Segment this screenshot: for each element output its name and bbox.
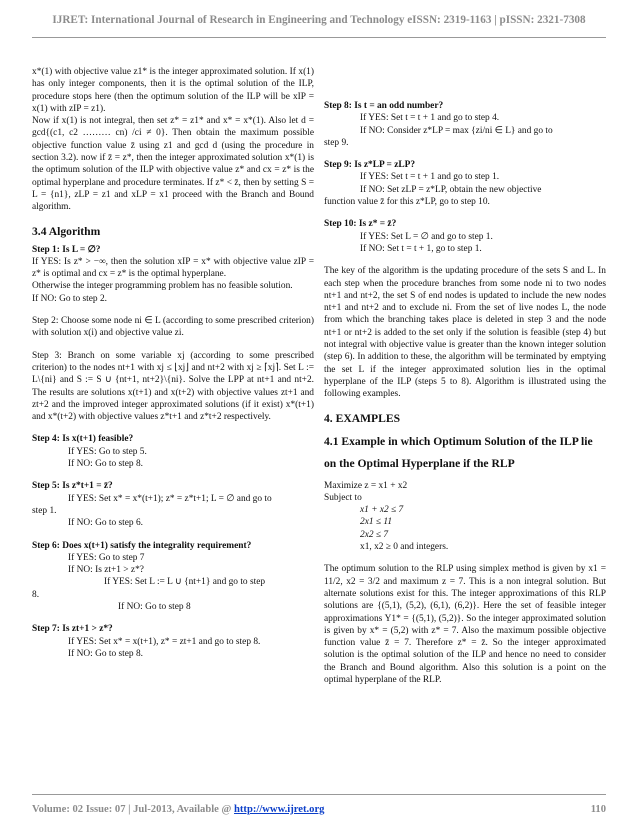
step6-yes: If YES: Go to step 7 — [68, 552, 145, 563]
step1-head: Step 1: Is L = ∅? — [32, 244, 101, 255]
journal-header: IJRET: International Journal of Research in Engineering and Technology eISSN: 2319-1163 | pISSN: 2321-7308 — [52, 14, 586, 26]
step4-yes: If YES: Go to step 5. — [68, 446, 147, 457]
intro-paragraph-1: x*(1) with objective value z1* is the integer approximated solution. If x(1) has only integer components, then it is the optimal solution of the ILP, procedure stops here (then the optimum solution of the ILP will be xIP = x(1) with zIP = z1). — [32, 67, 314, 114]
step5-no: If NO: Go to step 6. — [68, 518, 143, 529]
step4-head: Step 4: Is x(t+1) feasible? — [32, 434, 134, 445]
step7-no: If NO: Go to step 8. — [68, 648, 143, 659]
header-rule — [32, 37, 606, 38]
constraint-3: 2x2 ≤ 7 — [360, 529, 389, 540]
step8-head: Step 8: Is t = an odd number? — [324, 101, 444, 111]
step6-no-yes-cont: 8. — [32, 589, 40, 600]
footer-rule — [32, 794, 606, 795]
step1-otherwise: Otherwise the integer programming problem has no feasible solution. — [32, 281, 293, 292]
step7-head: Step 7: Is zt+1 > z*? — [32, 624, 113, 635]
example-solution-paragraph: The optimum solution to the RLP using simplex method is given by x1 = 11/2, x2 = 3/2 and maximum z = 7. This is a non integral solution. But alternate solutions exist for this. The integer approximations of this RLP solutions are {(5,1), (5,2), (6,1), (6,2)}. Here the set of feasible integer approximations Y1* = {(5,1), (5,2)}. So the integer approximated solution is given by x* = (5,2) with z* = 7. Also the maximum possible objective function value z̄ = 7. Therefore z* = z̄. So the integer approximated solution is the optimal solution of the ILP and hence no need to consider the Branch and Bound algorithm. Also this solution is a point on the optimal hyperplane of the RLP. — [324, 564, 606, 685]
step2: Step 2: Choose some node ni ∈ L (according to some prescribed criterion) with solution x(i) and objective value zi. — [32, 316, 314, 339]
problem-maximize: Maximize z = x1 + x2 — [324, 480, 408, 491]
step8-no-cont: step 9. — [324, 137, 349, 148]
step9-head: Step 9: Is z*LP = zLP? — [324, 160, 416, 171]
step6-no-yes: If YES: Set L := L ∪ {nt+1} and go to step — [104, 577, 266, 588]
section-title-examples: 4. EXAMPLES — [324, 411, 401, 425]
step1-no: If NO: Go to step 2. — [32, 293, 107, 304]
step5-head: Step 5: Is z*t+1 = z̄? — [32, 481, 113, 492]
subsection-title-example: 4.1 Example in which Optimum Solution of the ILP lie on the Optimal Hyperplane if the RLP — [324, 434, 593, 470]
intro-paragraph-2: Now if x(1) is not integral, then set z* = z1* and x* = x*(1). Also let d = gcd{(c1, c2 ……… cn) /ci ≠ 0}. Then obtain the maximum possible objective function value z̄ using z1 and gcd d (using the procedure in section 3.2). now if z̄ = z*, then the integer approximated solution x*(1) is the optimum solution of the ILP with objective value z* and cx = z* is the optimal hyperplane and procedure terminates. If z* < z̄, then by setting S = L = {n1}, zLP = z1 and xLP = x1 proceed with the Branch and Bound algorithm. — [32, 116, 314, 213]
algorithm-key-paragraph: The key of the algorithm is the updating procedure of the sets S and L. In each step when the procedure branches from some node ni to two nodes nt+1 and nt+2, the set S of end nodes is updated to include the new nodes nt+1 and nt+2 and to exclude ni. From the set of live nodes L, the node from which the branching takes place is deleted in step 3 and the node nt+1 or nt+2 is added to the set only if the solution is feasible (step 4) but not integral with objective value is greater than the known integer solution (step 6). In addition to these, the algorithm will be terminated by emptying the set L if the integer approximated solution lies in the optimal hyperplane of the ILP (steps 5 to 8). Algorithm is illustrated using the following examples. — [324, 266, 606, 400]
right-column — [324, 100, 606, 686]
page-number: 110 — [590, 804, 606, 815]
constraint-2: 2x1 ≤ 11 — [360, 517, 393, 528]
journal-link[interactable]: http://www.ijret.org — [234, 804, 325, 815]
footer-left — [32, 804, 324, 815]
constraint-1: x1 + x2 ≤ 7 — [360, 505, 404, 516]
step5-yes-cont: step 1. — [32, 505, 57, 516]
section-title-algorithm: 3.4 Algorithm — [32, 224, 101, 238]
step9-no: If NO: Set zLP = z*LP, obtain the new objective — [360, 184, 542, 195]
problem-subject-to: Subject to — [324, 492, 362, 503]
step5-yes: If YES: Set x* = x*(t+1); z* = z*t+1; L = ∅ and go to — [68, 493, 272, 504]
footer-volume-text: Volume: 02 Issue: 07 | Jul-2013, Available @ — [32, 804, 235, 815]
step8-no: If NO: Consider z*LP = max {zi/ni ∈ L} and go to — [360, 125, 553, 136]
step8-yes: If YES: Set t = t + 1 and go to step 4. — [360, 113, 500, 124]
step10-no: If NO: Set t = t + 1, go to step 1. — [360, 243, 482, 254]
step4-no: If NO: Go to step 8. — [68, 459, 143, 470]
constraint-4: x1, x2 ≥ 0 and integers. — [360, 542, 449, 553]
step10-yes: If YES: Set L = ∅ and go to step 1. — [360, 231, 493, 242]
step9-yes: If YES: Set t = t + 1 and go to step 1. — [360, 172, 500, 183]
left-column — [32, 66, 314, 660]
step1-yes: If YES: Is z* > −∞, then the solution xIP = x* with objective value zIP = z* is optimal and cx = z* is the optimal hyperplane. — [32, 256, 314, 280]
step6-head: Step 6: Does x(t+1) satisfy the integrality requirement? — [32, 540, 252, 551]
step6-no-no: If NO: Go to step 8 — [118, 601, 191, 612]
step6-no: If NO: Is zt+1 > z*? — [68, 565, 144, 576]
step9-no-cont: function value z̄ for this z*LP, go to step 10. — [324, 197, 490, 208]
step7-yes: If YES: Set x* = x(t+1), z* = zt+1 and go to step 8. — [68, 636, 261, 647]
step3: Step 3: Branch on some variable xj (according to some prescribed criterion) to the nodes nt+1 with xj ≤ ⌊xj⌋ and nt+2 with xj ≥ ⌈xj⌉. Set L := L\{ni} and S := S ∪ {nt+1, nt+2}\{ni}. Solve the LPP at nt+1 and nt+2. The results are solutions x(t+1) and x(t+2) with objective values zt+1 and zt+2 and the improved integer approximated solutions (if it exist) x*(t+1) and x*(t+2) with objective values z*t+1 and z*t+2 respectively. — [32, 350, 314, 423]
step10-head: Step 10: Is z* = z̄? — [324, 219, 397, 230]
